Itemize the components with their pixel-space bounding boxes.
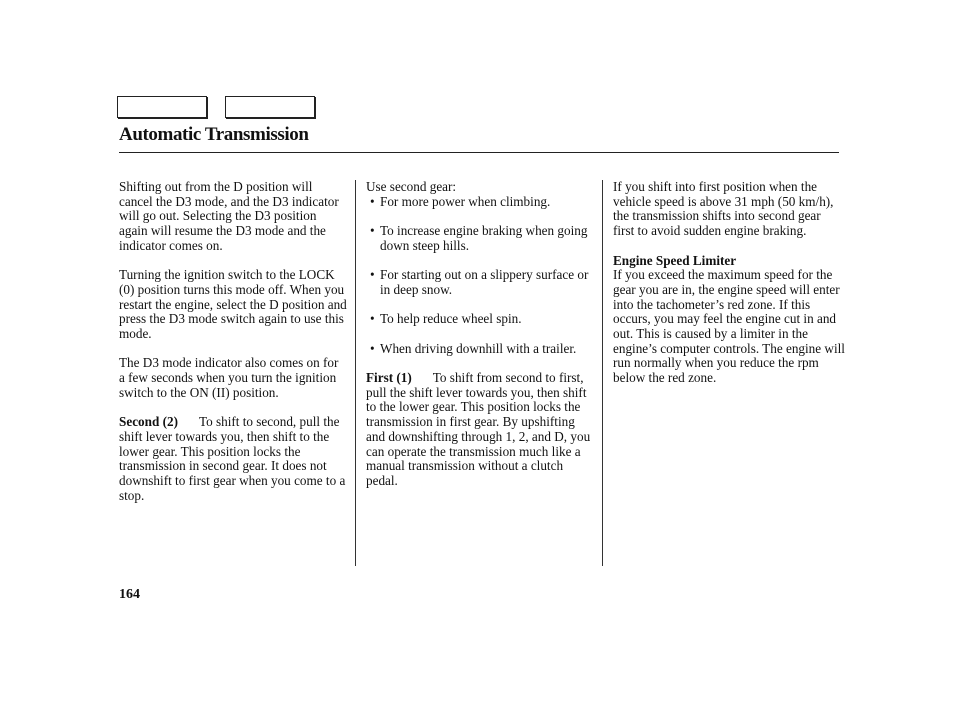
d3-indicator-paragraph: The D3 mode indicator also comes on for a few seconds when you turn the ignition switch to the ON (II) position.: [119, 355, 339, 400]
first-gear-text: To shift from second to first, pull the shift lever towards you, then shift to the lower gear. This position locks the transmission in first gear. By upshifting and downshifting through 1, 2, and D, you can operate the transmission much like a manual transmission without a clutch pedal.: [366, 370, 591, 488]
first-gear-paragraph: [366, 371, 594, 489]
d3-lock-paragraph: Turning the ignition switch to the LOCK (0) position turns this mode off. When you restart the engine, select the D position and press the D3 mode switch again to use this mode.: [119, 267, 347, 342]
nav-button-main-menu[interactable]: [117, 96, 207, 118]
page-number: 164: [119, 587, 140, 602]
d3-cancel-paragraph: Shifting out from the D position will cancel the D3 mode, and the D3 indicator will go out. Selecting the D3 position again will resume the D3 mode and the indicator comes on.: [119, 179, 339, 253]
nav-button-index[interactable]: [225, 96, 315, 118]
column-divider-2: [602, 180, 603, 566]
title-divider: [119, 152, 839, 153]
list-item: • To help reduce wheel spin.: [366, 312, 594, 327]
second-gear-text: To shift to second, pull the shift lever towards you, then shift to the lower gear. This position locks the transmission in second gear. It does not downshift to first gear when you come to a stop.: [119, 414, 346, 503]
second-gear-intro: Use second gear:: [366, 179, 457, 194]
column-3: [613, 180, 845, 401]
engine-speed-limiter-heading: Engine Speed Limiter: [613, 252, 737, 268]
column-1: [119, 180, 347, 518]
column-2: [366, 180, 594, 503]
second-gear-paragraph: [119, 415, 347, 503]
column-divider-1: [355, 180, 356, 566]
second-gear-label: Second (2): [119, 414, 178, 430]
first-gear-label: First (1): [366, 370, 412, 386]
list-item: • For more power when climbing.: [366, 195, 594, 210]
list-item: • For starting out on a slippery surface or in deep snow.: [366, 268, 594, 297]
second-gear-uses-list: [366, 195, 594, 357]
engine-speed-limiter-paragraph: If you exceed the maximum speed for the gear you are in, the engine speed will enter into the tachometer’s red zone. If this occurs, you may feel the engine cut in and out. This is caused by a limiter in the engine’s computer controls. The engine will run normally when you reduce the rpm below the red zone.: [613, 267, 845, 386]
list-item: • To increase engine braking when going down steep hills.: [366, 224, 594, 253]
first-position-paragraph: If you shift into first position when the vehicle speed is above 31 mph (50 km/h), the transmission shifts into second gear first to avoid sudden engine braking.: [613, 179, 834, 239]
list-item: • When driving downhill with a trailer.: [366, 342, 594, 357]
page-title: Automatic Transmission: [119, 124, 309, 145]
